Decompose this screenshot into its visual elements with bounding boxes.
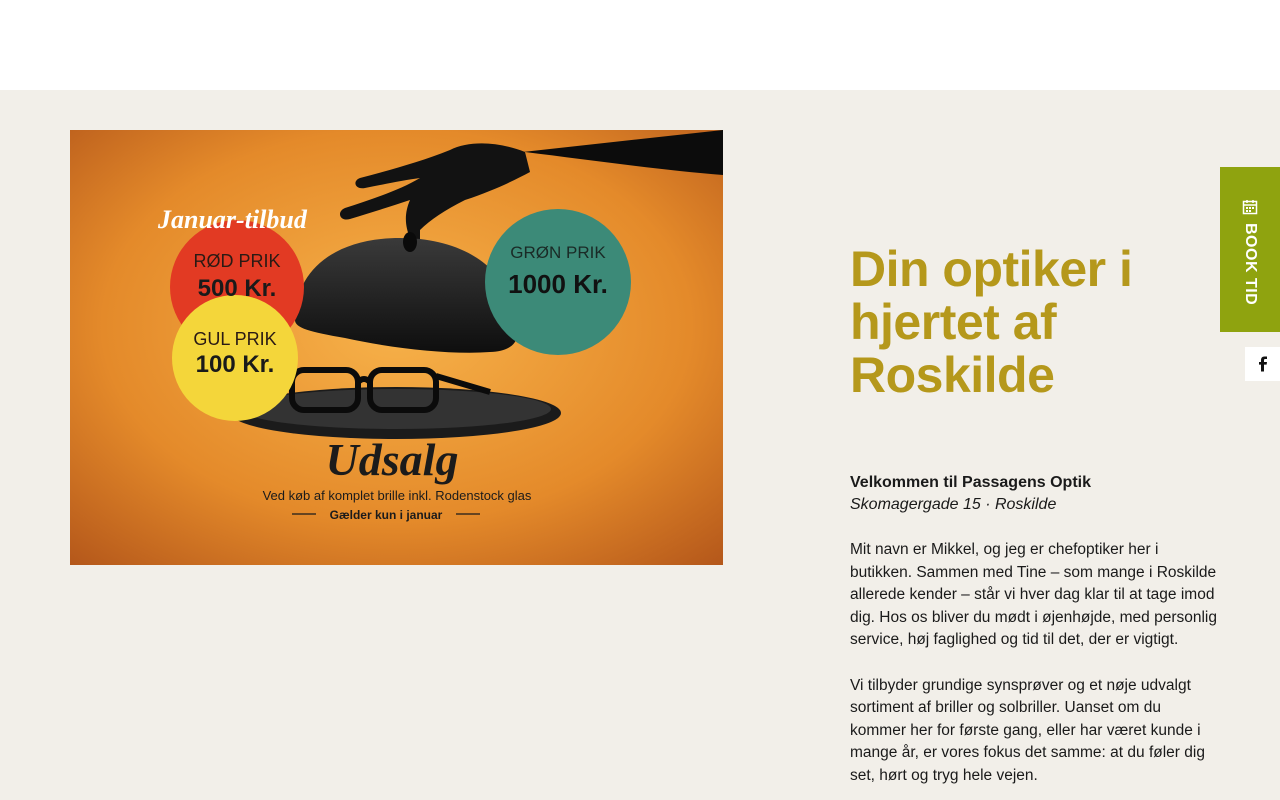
red-dot-label: RØD PRIK	[193, 251, 281, 271]
facebook-link[interactable]	[1245, 347, 1280, 381]
januar-sale-banner[interactable]	[70, 130, 723, 565]
intro-section	[850, 243, 1220, 787]
book-appointment-button[interactable]	[1220, 167, 1280, 332]
red-dot-price: 500 Kr.	[197, 275, 277, 302]
promo-headline: Udsalg	[325, 434, 459, 485]
intro-paragraph: Mit navn er Mikkel, og jeg er chefoptiker her i butikken. Sammen med Tine – som mange i Roskilde allerede kender – står vi hver dag klar til at tage imod dig. Hos os bliver du mødt i øjenhøjde, med personlig service, høj faglighed og tid til det, der er vigtigt.	[850, 541, 1217, 648]
top-header-bar	[0, 0, 1280, 90]
green-dot-label: GRØN PRIK	[510, 243, 606, 262]
cloche-handle	[403, 232, 417, 252]
welcome-heading: Velkommen til Passagens Optik	[850, 474, 1091, 491]
facebook-icon	[1257, 356, 1269, 372]
book-tab-label: BOOK TID	[1242, 223, 1259, 306]
yellow-dot-price: 100 Kr.	[195, 351, 275, 378]
promo-footnote: Gælder kun i januar	[329, 508, 443, 522]
green-dot-price: 1000 Kr.	[508, 269, 608, 299]
calendar-icon	[1242, 199, 1258, 215]
services-paragraph: Vi tilbyder grundige synsprøver og et nøje udvalgt sortiment af briller og solbriller. Uanset om du kommer her for første gang, eller har været kunde i mange år, er vores fokus det samme: at du føler dig set, hørt og tryg hele vejen.	[850, 676, 1205, 784]
promo-subline: Ved køb af komplet brille inkl. Rodenstock glas	[262, 488, 532, 503]
store-address: Skomagergade 15 · Roskilde	[850, 496, 1057, 513]
yellow-dot-label: GUL PRIK	[193, 329, 277, 349]
page-title: Din optiker i hjertet af Roskilde	[850, 241, 1133, 403]
promo-tagline: Januar-tilbud	[158, 205, 307, 234]
